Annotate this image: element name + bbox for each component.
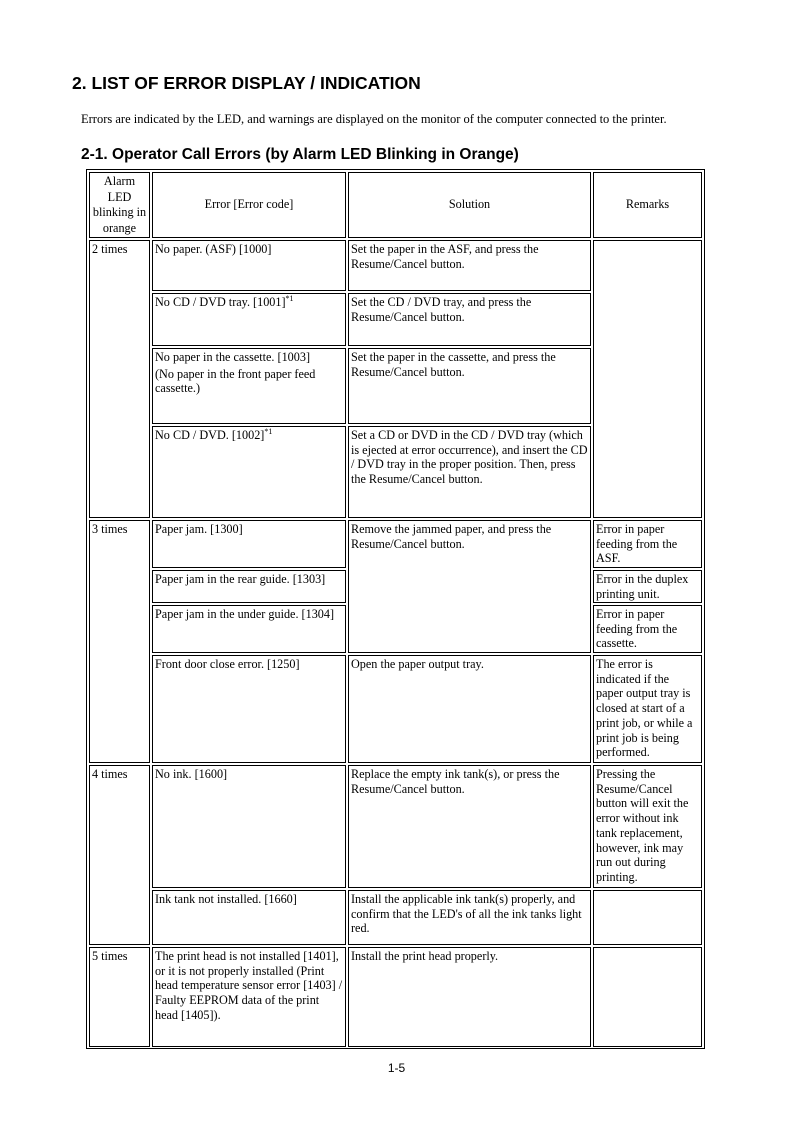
error-cell: No paper. (ASF) [1000] [152,240,346,291]
solution-cell: Set the CD / DVD tray, and press the Resume/Cancel button. [348,293,591,346]
error-cell: The print head is not installed [1401], or it is not properly installed (Print head temperature sensor error [1403] / Faulty EEPROM data of the print head [1405]). [152,947,346,1047]
header-error: Error [Error code] [152,172,346,238]
remarks-cell-empty [593,890,702,945]
footnote-mark: *1 [285,293,294,303]
error-cell: Paper jam in the rear guide. [1303] [152,570,346,603]
error-cell: Front door close error. [1250] [152,655,346,763]
error-cell: No paper in the cassette. [1003] (No paper in the front paper feed cassette.) [152,348,346,424]
led-group-3-times: 3 times [89,520,150,763]
solution-cell: Set the paper in the ASF, and press the Resume/Cancel button. [348,240,591,291]
header-led: Alarm LED blinking in orange [89,172,150,238]
remarks-cell: Error in paper feeding from the cassette. [593,605,702,653]
solution-cell: Install the applicable ink tank(s) properly, and confirm that the LED's of all the ink tanks light red. [348,890,591,945]
solution-cell: Replace the empty ink tank(s), or press the Resume/Cancel button. [348,765,591,888]
remarks-cell: Error in the duplex printing unit. [593,570,702,603]
section-title: 2. LIST OF ERROR DISPLAY / INDICATION [72,73,421,93]
error-cell: Paper jam in the under guide. [1304] [152,605,346,653]
led-group-5-times: 5 times [89,947,150,1047]
header-solution: Solution [348,172,591,238]
subsection-title: 2-1. Operator Call Errors (by Alarm LED Blinking in Orange) [81,146,519,163]
remarks-cell: Pressing the Resume/Cancel button will exit the error without ink tank replacement, however, ink may run out during printing. [593,765,702,888]
remarks-cell-empty [593,947,702,1047]
solution-cell: Open the paper output tray. [348,655,591,763]
solution-cell: Remove the jammed paper, and press the Resume/Cancel button. [348,520,591,653]
page-number: 1-5 [387,1061,406,1075]
error-cell: No CD / DVD tray. $[1001]^{*1}$ [152,293,346,346]
header-remarks: Remarks [593,172,702,238]
error-cell: Paper jam. [1300] [152,520,346,568]
remarks-cell-empty [593,240,702,518]
footnote-mark: *1 [264,426,273,436]
solution-cell: Set a CD or DVD in the CD / DVD tray (which is ejected at error occurrence), and insert the CD / DVD tray in the proper position. Then, press the Resume/Cancel button. [348,426,591,518]
error-cell: No ink. [1600] [152,765,346,888]
intro-text: Errors are indicated by the LED, and warnings are displayed on the monitor of the computer connected to the printer. [81,112,667,126]
led-group-4-times: 4 times [89,765,150,945]
error-cell: No CD / DVD. $[1002]^{*1}$ [152,426,346,518]
solution-cell: Install the print head properly. [348,947,591,1047]
solution-cell: Set the paper in the cassette, and press the Resume/Cancel button. [348,348,591,424]
error-cell: Ink tank not installed. [1660] [152,890,346,945]
remarks-cell: Error in paper feeding from the ASF. [593,520,702,568]
led-group-2-times: 2 times [89,240,150,518]
remarks-cell: The error is indicated if the paper output tray is closed at start of a print job, or while a print job is being performed. [593,655,702,763]
